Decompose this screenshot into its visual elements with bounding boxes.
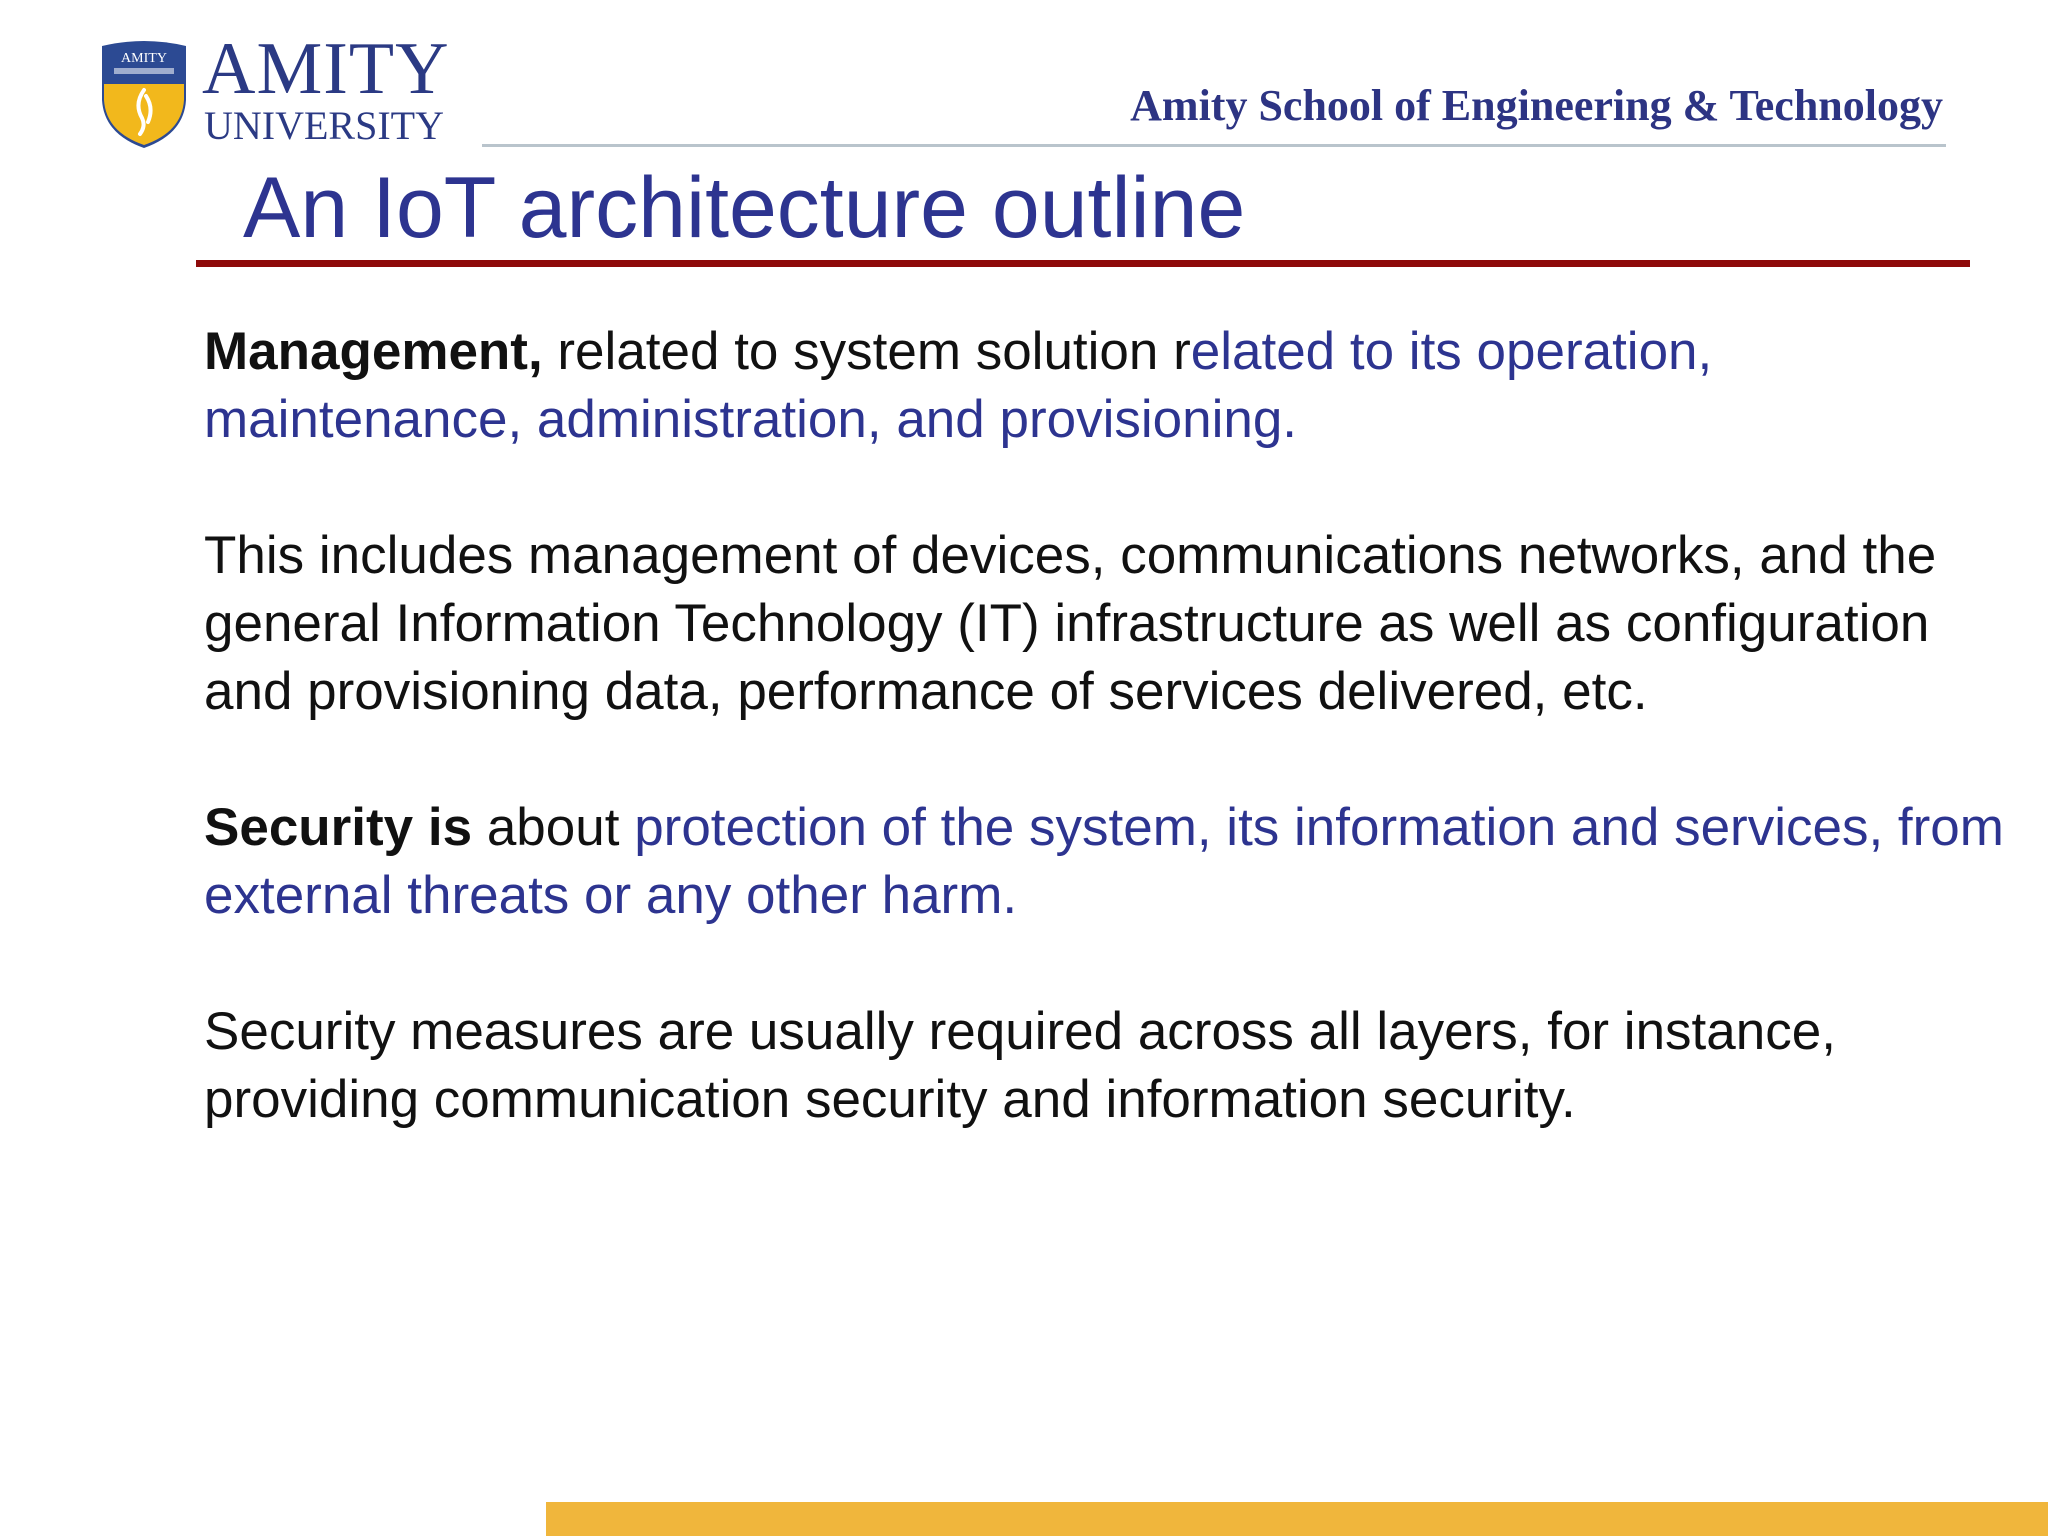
security-definition: protection of the system, its information and services, from external threats or any other harm. (204, 798, 2004, 925)
amity-university-logo (96, 28, 452, 152)
security-lead: about (472, 798, 635, 857)
management-definition: elated to its operation, maintenance, administration, and provisioning. (204, 322, 1713, 449)
security-term: Security is (204, 798, 473, 857)
management-lead: related to system solution r (542, 322, 1191, 381)
management-term: Management, (204, 322, 543, 381)
crest-label: AMITY (121, 51, 167, 66)
logo-wordmark: AMITY (202, 28, 450, 110)
title-underline (196, 260, 1970, 267)
school-name: Amity School of Engineering & Technology (1130, 81, 1943, 130)
paragraph-management (204, 318, 2004, 454)
slide-title: An IoT architecture outline (243, 160, 1246, 256)
paragraph-management-scope: This includes management of devices, communications networks, and the general Information Technology (IT) infrastructure as well as configuration and provisioning data, performance of services delivered, etc. (204, 526, 1937, 721)
header-divider (482, 144, 1946, 147)
university-crest-icon (96, 38, 192, 150)
slide-body (204, 318, 2004, 1202)
footer-accent-bar (546, 1502, 2048, 1536)
logo-subtitle: UNIVERSITY (204, 103, 444, 148)
paragraph-security (204, 794, 2004, 930)
paragraph-security-measures: Security measures are usually required across all layers, for instance, providing communication security and information security. (204, 1002, 1836, 1129)
